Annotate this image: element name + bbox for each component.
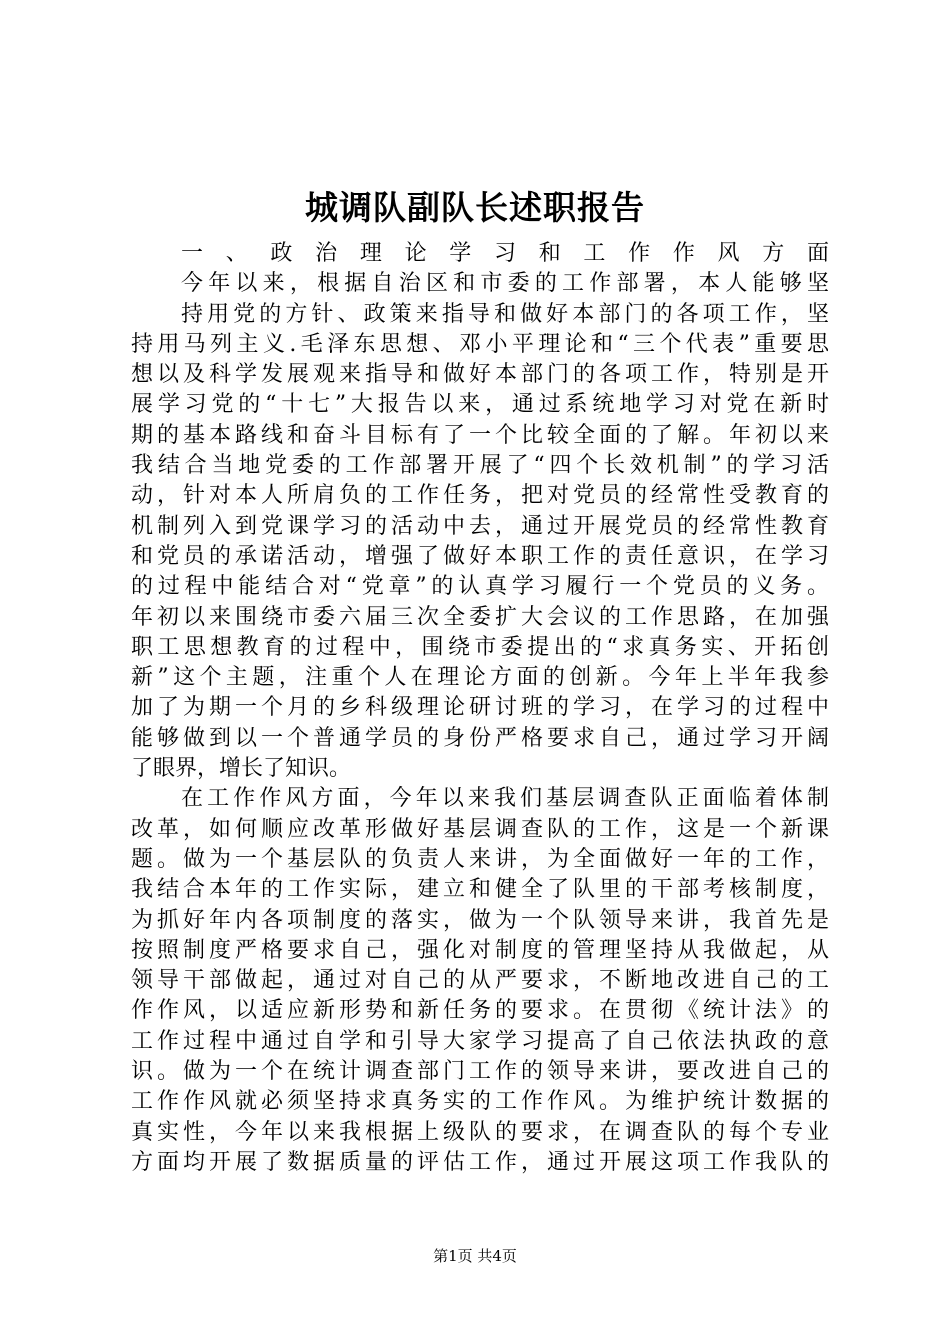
body-line: 能够做到以一个普通学员的身份严格要求自己，通过学习开阔 (131, 725, 829, 751)
body-line: 作作风，以适应新形势和新任务的要求。在贯彻《统计法》的 (131, 998, 829, 1024)
body-line: 的过程中能结合对“党章”的认真学习履行一个党员的义务。 (131, 574, 829, 600)
body-line: 展学习党的“十七”大报告以来，通过系统地学习对党在新时 (131, 392, 829, 418)
body-line: 识。做为一个在统计调查部门工作的领导来讲，要改进自己的 (131, 1059, 829, 1085)
body-line: 想以及科学发展观来指导和做好本部门的各项工作，特别是开 (131, 362, 829, 388)
body-line: 了眼界，增长了知识。 (131, 756, 352, 782)
section-heading: 一、政治理论学习和工作作风方面 (181, 241, 829, 266)
body-line: 新”这个主题，注重个人在理论方面的创新。今年上半年我参 (131, 665, 829, 691)
body-line: 和党员的承诺活动，增强了做好本职工作的责任意识，在学习 (131, 543, 829, 569)
body-line: 我结合本年的工作实际，建立和健全了队里的干部考核制度， (131, 877, 829, 903)
body-line: 工作作风就必须坚持求真务实的工作作风。为维护统计数据的 (131, 1089, 829, 1115)
document-body (131, 239, 829, 1178)
body-line: 按照制度严格要求自己，强化对制度的管理坚持从我做起，从 (131, 937, 829, 963)
body-line: 加了为期一个月的乡科级理论研讨班的学习，在学习的过程中 (131, 695, 829, 721)
body-line: 我结合当地党委的工作部署开展了“四个长效机制”的学习活 (131, 453, 829, 479)
body-line: 在工作作风方面，今年以来我们基层调查队正面临着体制 (181, 786, 829, 812)
body-line: 题。做为一个基层队的负责人来讲，为全面做好一年的工作， (131, 846, 829, 872)
body-line: 机制列入到党课学习的活动中去，通过开展党员的经常性教育 (131, 513, 829, 539)
body-line: 持用马列主义.毛泽东思想、邓小平理论和“三个代表”重要思 (131, 331, 829, 357)
body-line: 职工思想教育的过程中，围绕市委提出的“求真务实、开拓创 (131, 634, 829, 660)
body-line: 今年以来，根据自治区和市委的工作部署，本人能够坚 (181, 271, 829, 297)
body-line: 持用党的方针、政策来指导和做好本部门的各项工作，坚 (181, 301, 829, 327)
page-number-footer: 第1页 共4页 (433, 1247, 517, 1265)
body-line: 改革，如何顺应改革形做好基层调查队的工作，这是一个新课 (131, 816, 829, 842)
body-line: 方面均开展了数据质量的评估工作，通过开展这项工作我队的 (131, 1149, 829, 1175)
body-line: 年初以来围绕市委六届三次全委扩大会议的工作思路，在加强 (131, 604, 829, 630)
page-title: 城调队副队长述职报告 (305, 188, 645, 227)
body-line: 工作过程中通过自学和引导大家学习提高了自己依法执政的意 (131, 1028, 829, 1054)
body-line: 领导干部做起，通过对自己的从严要求，不断地改进自己的工 (131, 968, 829, 994)
body-line: 真实性，今年以来我根据上级队的要求，在调查队的每个专业 (131, 1119, 829, 1145)
body-line: 动，针对本人所肩负的工作任务，把对党员的经常性受教育的 (131, 483, 829, 509)
body-line: 期的基本路线和奋斗目标有了一个比较全面的了解。年初以来 (131, 422, 829, 448)
body-line: 为抓好年内各项制度的落实，做为一个队领导来讲，我首先是 (131, 907, 829, 933)
